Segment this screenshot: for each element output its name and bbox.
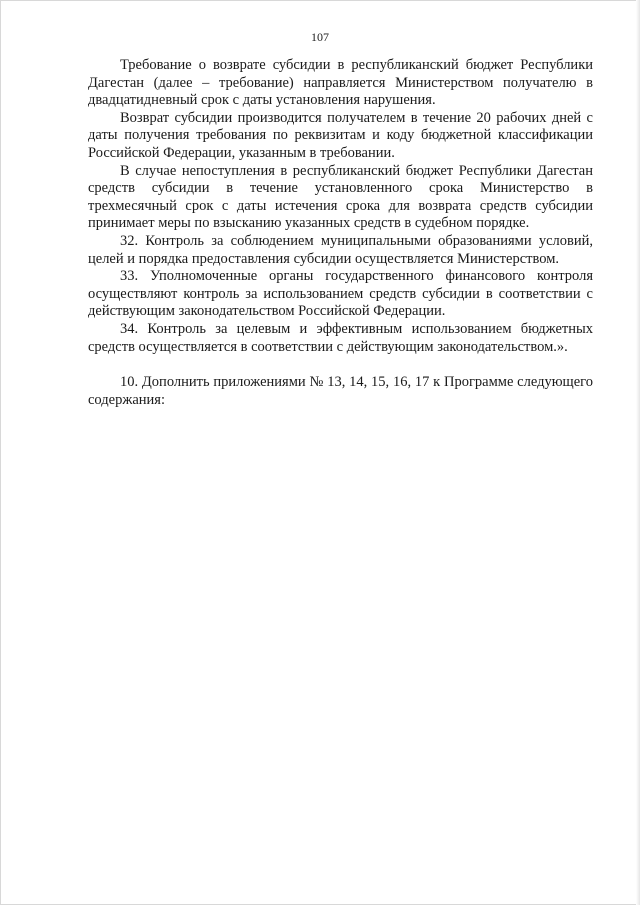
scan-edge xyxy=(636,0,640,905)
paragraph-item-10: 10. Дополнить приложениями № 13, 14, 15, 16, 17 к Программе следующего содержания: xyxy=(88,374,593,408)
document-body xyxy=(88,57,593,409)
paragraph-refund-term: Возврат субсидии производится получателем в течение 20 рабочих дней с даты получения требования по реквизитам и коду бюджетной классификации Российской Федерации, указанным в требовании. xyxy=(88,109,593,161)
paragraph-item-33: 33. Уполномоченные органы государственного финансового контроля осуществляют контроль за использованием средств субсидии в соответствии с действующим законодательством Российской Федерации. xyxy=(88,268,593,320)
paragraph-item-32: 32. Контроль за соблюдением муниципальными образованиями условий, целей и порядка предоставления субсидии осуществляется Министерством. xyxy=(88,232,593,267)
paragraph-item-34: 34. Контроль за целевым и эффективным использованием бюджетных средств осуществляется в соответствии с действующим законодательством.». xyxy=(88,320,593,355)
paragraph-non-receipt: В случае непоступления в республиканский бюджет Республики Дагестан средств субсидии в течение установленного срока Министерство в трехмесячный срок с даты истечения срока для возврата средств субсидии принимает меры по взысканию указанных средств в судебном порядке. xyxy=(88,162,593,232)
page-number: 107 xyxy=(311,30,329,44)
paragraph-refund-demand: Требование о возврате субсидии в республиканский бюджет Республики Дагестан (далее – требование) направляется Министерством получателю в двадцатидневный срок с даты установления нарушения. xyxy=(88,57,593,109)
